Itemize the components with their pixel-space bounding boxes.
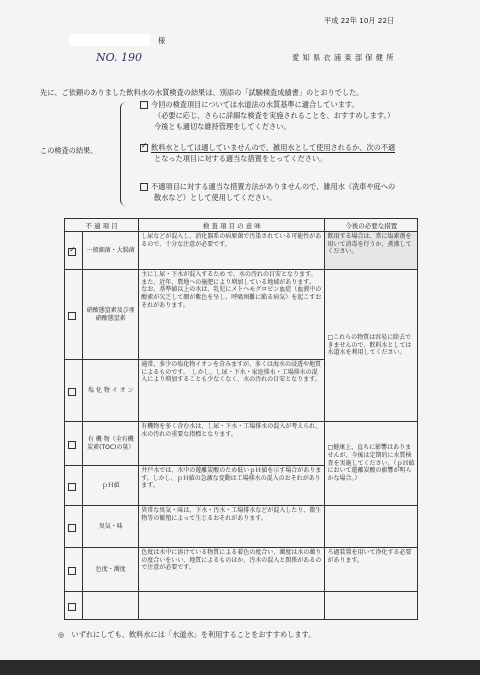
result-option-2: ✓飲料水としては適していませんので、雑用水として使用されるか、次の不適 — [140, 143, 395, 152]
checked-box-icon — [140, 144, 148, 152]
table-row — [65, 232, 418, 270]
row-meaning: し尿などが混入し、消化器系の病原菌で汚染されている可能性があるので、十分な注意が必要です。 — [139, 232, 325, 270]
checkbox-icon — [68, 483, 76, 491]
row-meaning — [139, 592, 325, 620]
redacted-name — [70, 34, 150, 46]
handwritten-number: NO. 190 — [96, 51, 142, 64]
row-checkbox — [65, 232, 83, 270]
result-option-1-line-2: 今後とも適切な維持管理をしてください。 — [154, 122, 291, 131]
row-action — [325, 506, 418, 548]
checkbox-icon — [68, 603, 76, 611]
row-checkbox — [65, 422, 83, 466]
header-item: 不 適 項 目 — [65, 219, 139, 232]
row-item: 硝酸態窒素及び亜硝酸態窒素 — [83, 270, 139, 360]
row-item — [83, 592, 139, 620]
row-action: □これらの物質は容易に除去できませんので、飲料水としては水道水を利用してください。 — [325, 270, 418, 422]
table-row — [65, 548, 418, 592]
row-checkbox — [65, 270, 83, 360]
issuer-name: 愛 知 県 衣 浦 東 部 保 健 所 — [292, 53, 394, 62]
row-item: 色度・濁度 — [83, 548, 139, 592]
row-checkbox — [65, 548, 83, 592]
issue-date: 平成 22年 10月 22日 — [324, 16, 395, 25]
inspection-table — [64, 218, 418, 620]
checkbox-icon — [68, 524, 76, 532]
row-item: 臭気・味 — [83, 506, 139, 548]
checked-box-icon — [68, 248, 76, 256]
checkbox-icon — [68, 312, 76, 320]
row-action: ろ過装置を用いて浄化する必要があります。 — [325, 548, 418, 592]
result-option-3-line-1: 散水など）として使用してください。 — [154, 193, 277, 202]
row-meaning: 色度は水中に溶けている物質による着色の度合い、濁度は水の濁りの度合いをいい、地質によるものほか、汚水の混入と関係があるので注意が必要です。 — [139, 548, 325, 592]
row-meaning: 異常な臭気・味は、下水・汚水・工場排水などが混入したり、微生物等の繁殖によって生じるおそれがあります。 — [139, 506, 325, 548]
row-meaning: 井戸水では、水中の遊離炭酸のため低いｐＨ値を示す場合があります。しかし、ｐＨ値の急激な変動は工場排水の混入のおそれがあります。 — [139, 466, 325, 506]
row-item: 塩 化 物 イ オ ン — [83, 360, 139, 422]
row-item: 有 機 物（全有機炭素(TOC)の量） — [83, 422, 139, 466]
row-meaning: 通常、多少の塩化物イオンを含みますが、多くは海水の浸透や地質によるものです。 しかし、し尿・下水・家庭排水・工場排水の混入により増加することも少なくなく、水の汚れの目安となります。 — [139, 360, 325, 422]
result-option-1: 今回の検査項目については水道法の水質基準に適合しています。 — [140, 100, 359, 109]
row-checkbox — [65, 466, 83, 506]
addressee-suffix: 様 — [158, 36, 166, 45]
table-row — [65, 506, 418, 548]
checkbox-icon — [68, 441, 76, 449]
header-meaning: 検 査 項 目 の 意 味 — [139, 219, 325, 232]
footer-note: ◎ いずれにしても、飲料水には「水道水」を利用することをおすすめします。 — [58, 630, 316, 639]
table-header-row — [65, 219, 418, 232]
table-row — [65, 270, 418, 360]
row-meaning: 主にし尿・下水が混入するため で、水の汚れの目安となります。 また、近年、農地への施肥により増加している地域があります。 なお、基準値以上の水は、乳児にメトヘモグロビン血症（血液中の酸素が欠乏して顔が紫色を呈し、呼吸困難に陥る病気）を起こすおそれがあります。 — [139, 270, 325, 360]
result-label: この検査の結果、 — [40, 146, 98, 155]
checkbox-icon — [140, 101, 148, 109]
table-row — [65, 592, 418, 620]
brace-bracket — [120, 102, 131, 206]
row-action — [325, 592, 418, 620]
row-item: 一般細菌・大腸菌 — [83, 232, 139, 270]
row-checkbox — [65, 592, 83, 620]
checkbox-icon — [140, 183, 148, 191]
row-action: □健康上、直ちに影響はありませんが、今後は定期的に水質検査を実施してください。（ｐＨ値において遊離炭酸の影響が明らかな場合。） — [325, 422, 418, 506]
table-row — [65, 422, 418, 466]
intro-text: 先に、ご依頼のありました飲料水の水質検査の結果は、別添の「試験検査成績書」のとおりでした。 — [40, 88, 364, 97]
header-action: 今後の必要な措置 — [325, 219, 418, 232]
checkbox-icon — [68, 567, 76, 575]
row-meaning: 有機物を多く含む水は、し尿・下水・工場排水の混入が考えられ、水の汚れの重要な指標となります。 — [139, 422, 325, 466]
row-action: 飲用する場合は、常に塩素剤を用いて消毒を行うか、煮沸してください。 — [325, 232, 418, 270]
checkbox-icon — [68, 388, 76, 396]
row-checkbox — [65, 360, 83, 422]
row-checkbox — [65, 506, 83, 548]
result-option-1-line-1: （必要に応じ、さらに詳細な検査を実施されることを、おすすめします。） — [154, 111, 395, 120]
row-item: ｐＨ値 — [83, 466, 139, 506]
result-option-2-line-1: となった項目に対する適当な措置をとってください。 — [154, 154, 327, 163]
result-option-3: 不適項目に対する適当な措置方法がありませんので、雑用水（洗車や庭への — [140, 182, 395, 191]
